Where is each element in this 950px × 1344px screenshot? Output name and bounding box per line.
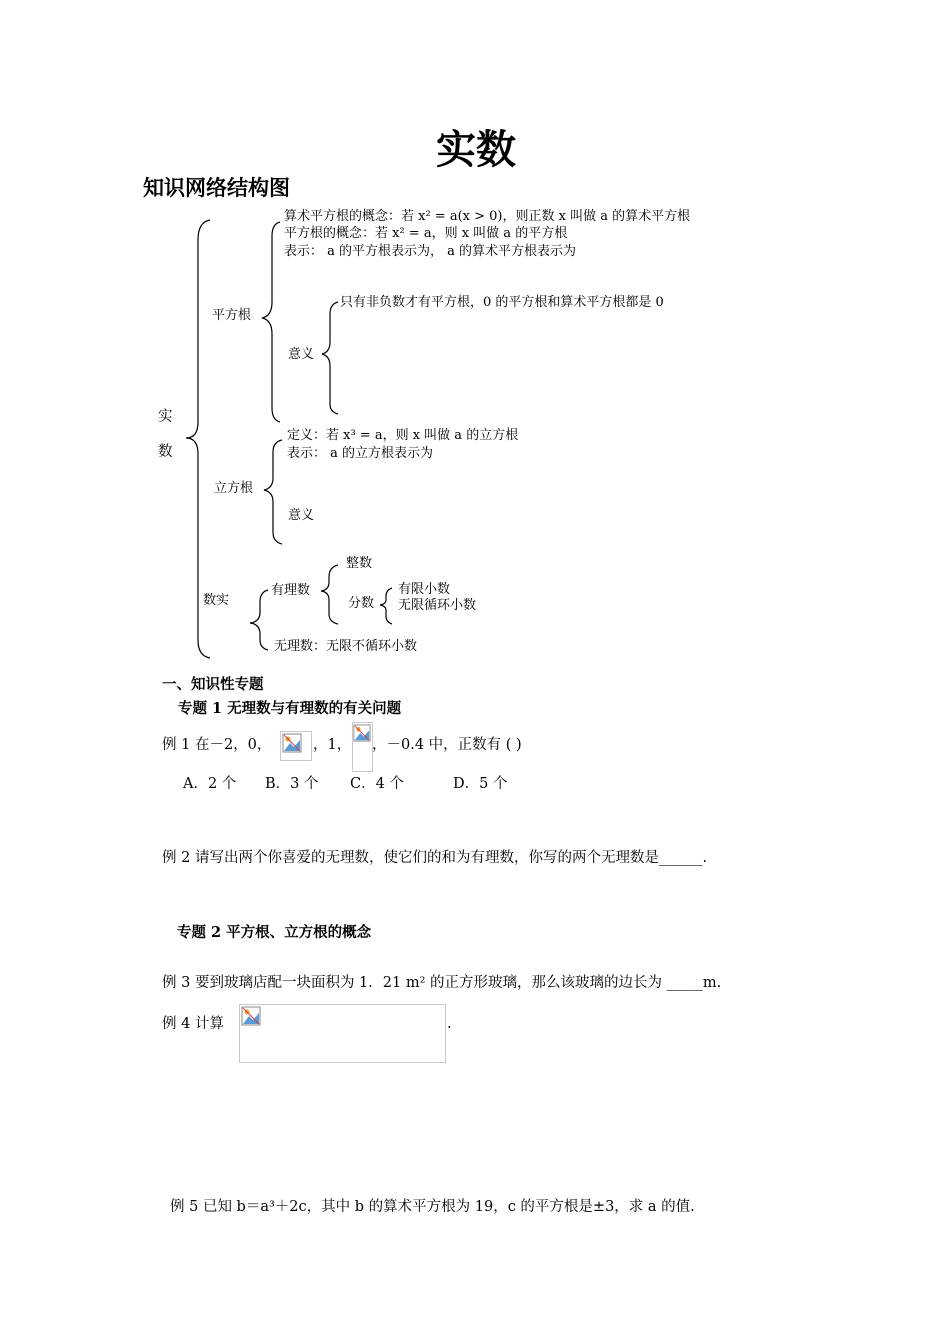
example-1-option-a: A．2 个: [183, 776, 237, 792]
sqrt-def-arith: 算术平方根的概念：若 x² = a(x > 0)，则正数 x 叫做 a 的算术平方根: [284, 209, 691, 224]
rational-label: 有理数: [271, 583, 311, 598]
example-1-prefix: 例 1 在－2，0，: [162, 737, 272, 753]
broken-image-icon: [353, 724, 371, 742]
page-title: 实数: [436, 126, 516, 173]
sqrt-label: 平方根: [212, 308, 252, 323]
irrational-label: 无理数：无限不循环小数: [274, 639, 418, 654]
rational-brace: [321, 565, 338, 624]
root-label-1: 实: [158, 409, 173, 425]
cbrt-notation: 表示： a 的立方根表示为: [287, 446, 434, 461]
real-label: 数实: [203, 593, 230, 608]
cbrt-def: 定义：若 x³ = a，则 x 叫做 a 的立方根: [287, 428, 519, 443]
structure-heading: 知识网络结构图: [143, 175, 290, 200]
example-5: 例 5 已知 b＝a³＋2c，其中 b 的算术平方根为 19，c 的平方根是±3，求 a 的值.: [170, 1199, 695, 1215]
sqrt-brace: [262, 222, 280, 422]
example-2: 例 2 请写出两个你喜爱的无理数，使它们的和为有理数，你写的两个无理数是______.: [162, 850, 708, 866]
example-1-suffix: ，－0.4 中，正数有 ( ): [372, 737, 522, 753]
example-1-mid: ，1，: [313, 737, 352, 753]
example-1-option-c: C．4 个: [350, 776, 404, 792]
topic-1-heading: 专题 1 无理数与有理数的有关问题: [178, 700, 402, 717]
real-brace: [250, 590, 268, 650]
example-1-option-d: D．5 个: [453, 776, 508, 792]
broken-image-icon: [241, 1006, 261, 1026]
cbrt-brace: [264, 440, 282, 544]
example-4-math-image: [239, 1004, 446, 1063]
broken-image-icon: [282, 733, 302, 753]
sqrt-meaning-label: 意义: [288, 347, 315, 362]
example-3: 例 3 要到玻璃店配一块面积为 1．21 m² 的正方形玻璃，那么该玻璃的边长为 _____m.: [162, 975, 722, 991]
sqrt-meaning-brace: [322, 302, 338, 414]
integer-label: 整数: [346, 556, 373, 571]
sqrt-def: 平方根的概念：若 x² = a，则 x 叫做 a 的平方根: [284, 226, 568, 241]
example-1-math-image-2: [352, 722, 373, 772]
sqrt-notation: 表示： a 的平方根表示为， a 的算术平方根表示为: [284, 244, 577, 259]
sqrt-meaning-text: 只有非负数才有平方根，0 的平方根和算术平方根都是 0: [340, 295, 664, 310]
example-1-option-b: B．3 个: [265, 776, 319, 792]
repeating-decimal-label: 无限循环小数: [398, 598, 477, 613]
example-4-suffix: .: [447, 1016, 452, 1032]
example-1-math-image-1: [280, 731, 312, 761]
finite-decimal-label: 有限小数: [398, 582, 451, 597]
cbrt-label: 立方根: [214, 481, 254, 496]
example-4-prefix: 例 4 计算: [162, 1016, 224, 1032]
root-label-2: 数: [158, 444, 173, 460]
fraction-label: 分数: [348, 596, 375, 611]
section-heading: 一、知识性专题: [162, 676, 264, 693]
fraction-brace: [380, 588, 392, 624]
topic-2-heading: 专题 2 平方根、立方根的概念: [177, 924, 372, 941]
cbrt-meaning-label: 意义: [288, 508, 315, 523]
